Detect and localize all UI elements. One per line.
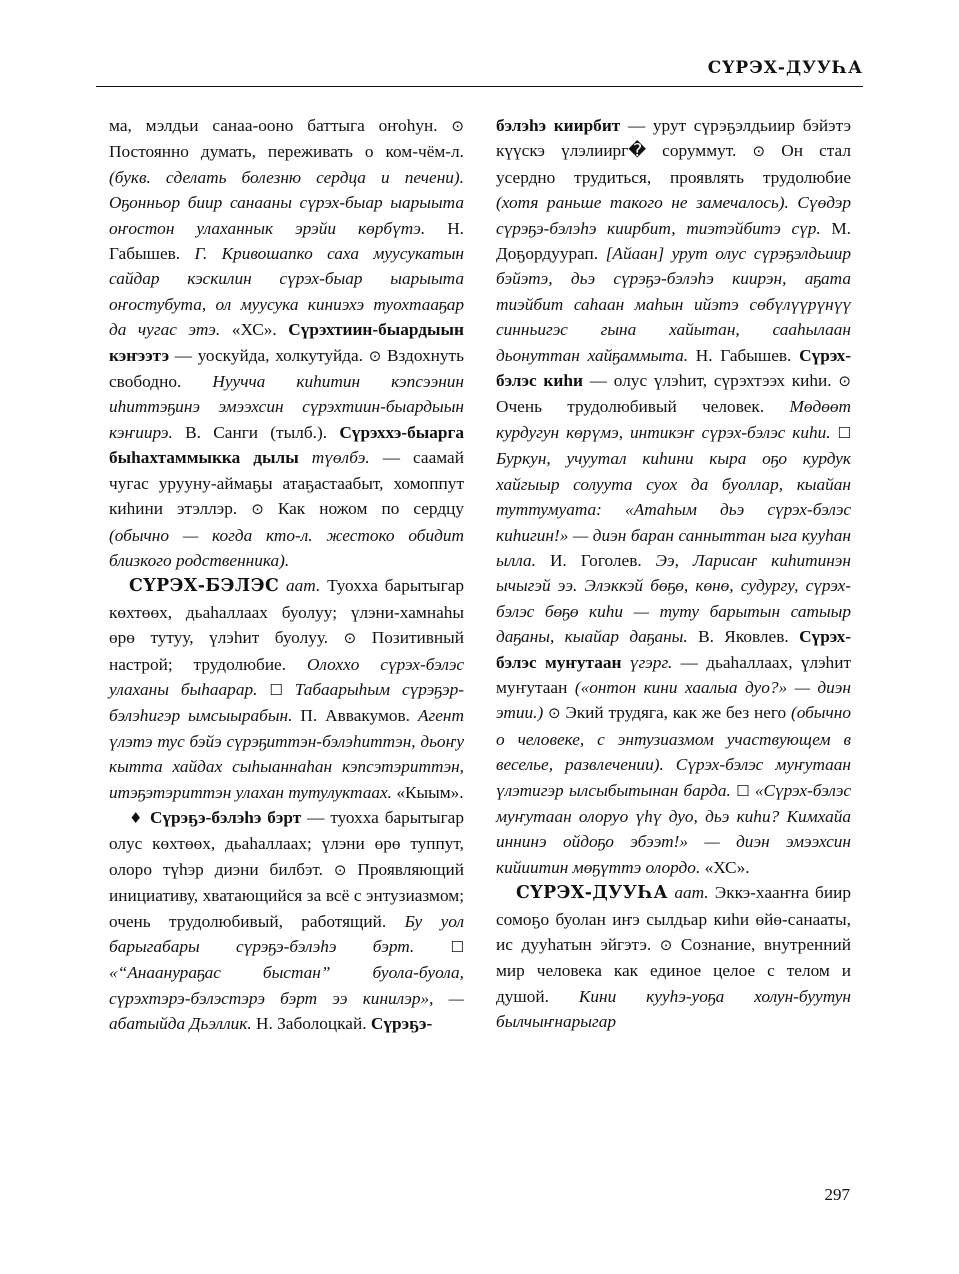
phrase-headword: Сүрэҕэ-бэлэһэ бэрт xyxy=(149,807,302,827)
entry xyxy=(109,805,464,1037)
translation: Экий трудяга, как же без него xyxy=(565,703,787,723)
right-column xyxy=(496,113,851,1035)
gloss: (букв. сделать болезню сердца и печени). xyxy=(109,167,464,187)
example: Нууччa киһитин кэпсээнин иһиттэҕинэ эмээхсин сүрэхтиин-быардыын кэҥиирэ. xyxy=(109,372,464,442)
definition: — олус үлэһит, сүрэхтээх киһи. xyxy=(589,371,832,391)
translation: Сознание, внутренний мир человека как единое целое с телом и душой. xyxy=(496,935,851,1006)
translation: Позитивный настрой; трудолюбие. xyxy=(109,628,465,674)
phrase-headword: Сүрэххэ-быарга быһахтаммыкка дылы xyxy=(109,422,465,468)
phrase-headword: Сүрэхтиин-быардыын кэҥээтэ xyxy=(109,320,464,365)
example: Олохxo сүрэх-бэлэс улаханы быһаарар. xyxy=(109,654,464,699)
translation: Проявляющий инициативу, хватающийся за всё с энтузиазмом; очень трудолюбивый, работящий. xyxy=(109,859,465,931)
source: П. Аввакумов. xyxy=(300,706,411,726)
example: Ээ, Ларисаҥ киһитинэн ычыгэй ээ. Элэккэй бөҕө, көнө, судургу, сүрэх-бэлэс бөҕө киһи — туту барытын сатыыр даҕаны, кыайар даҕаны. xyxy=(496,550,851,647)
circle-dot-icon: ⊙ xyxy=(548,704,561,723)
text: ма, мэлдьи санаа-ооно баттыга оҥоһун. xyxy=(109,116,438,135)
part-of-speech: аат. xyxy=(674,883,709,903)
definition: — туохха барытыгар олус көхтөөх, дьаһаллаах; үлэни өрө туппут, олоро түһэр диэни билбэт. xyxy=(109,807,464,879)
headword: СҮРЭХ-БЭЛЭС xyxy=(129,576,280,597)
example: Агент үлэтэ тус бэйэ сүрэҕиттэн-бэлэһиттэн, дьоҥу кытта хайдах сыһыаннаһан кэпсэтэриттэн, итэҕэтэриттэн улахан тутулуктаах. xyxy=(109,706,464,802)
example: Бу уол барыгабары сүрэҕэ-бэлэһэ бэрт. xyxy=(109,911,464,956)
definition: Эккэ-хааҥҥа биир сомоҕо буолан иҥэ сылдьар киһи өйө-санааты, ис дууһатын эйгэтэ. xyxy=(496,883,851,954)
example: «Сүрэх-бэлэс муҥутаан олоруо үһү дуо, дьэ киһи? Кимхайа иннинэ ойдоҕо эбээт!» — диэн эмээхсин кийиитин мөҕүттэ олордо. xyxy=(496,780,851,877)
translation: Он стал усердно трудиться, проявлять трудолюбие xyxy=(496,141,851,187)
example: Оҕонньор биир санааны сүрэх-быар ыарыыта оҥостон улаханнык эрэйи көрбүтэ. xyxy=(109,193,464,238)
source: «ХС». xyxy=(704,857,750,877)
circle-dot-icon: ⊙ xyxy=(752,142,766,161)
gloss: (хотя раньше такого не замечалось). xyxy=(496,193,789,213)
running-head: СҮРЭХ-ДУУҺА xyxy=(707,58,863,78)
translation: Очень трудолюбивый человек. xyxy=(496,397,765,417)
gloss: (обычно о человеке, с энтузиазмом участвующем в веселье, развлечении). xyxy=(496,703,851,775)
source: В. Санги (тылб.). xyxy=(185,422,328,442)
definition: Туохха барытыгар көхтөөх, дьаһаллаах буолуу; үлэни-хамнаһы өрө тутуу, үлэһит буолуу. xyxy=(109,576,465,648)
phrase-headword: Сүрэх-бэлэс муҥутаан xyxy=(496,627,851,672)
source: Н. Заболоцкай. xyxy=(256,1014,367,1034)
circle-dot-icon: ⊙ xyxy=(251,500,264,519)
square-box-icon: ☐ xyxy=(450,938,464,956)
source: «ХС». xyxy=(231,320,277,340)
example: Табаарыһым сүрэҕэр-бэлэһигэр ымсыырабын. xyxy=(109,679,464,726)
gloss: (обычно — когда кто-л. жестоко обидит близкого родственника). xyxy=(109,525,464,570)
circle-dot-icon: ⊙ xyxy=(333,860,347,879)
example: Кини кууһэ-уоҕа холун-буутун былчыҥнарыгар xyxy=(496,986,851,1032)
diamond-icon: ♦ xyxy=(129,808,145,827)
source: «Кыым». xyxy=(396,782,464,802)
definition: — саамай чугас урууну-аймаҕы атаҕастаабыт, хомоппут киһини этэллэр. xyxy=(109,448,464,519)
entry xyxy=(109,573,464,805)
phrase-headword: Сүрэҕэ- xyxy=(370,1014,433,1034)
example: Г. Кривошапко саха муусукатын сайдар кэскилин сүрэх-быар ыарыыта оҥостубута, ол муусука киниэхэ туохтааҕар да чугас этэ. xyxy=(109,244,464,340)
label: түөлбэ. xyxy=(311,448,370,468)
translation: Вздохнуть свободно. xyxy=(109,345,464,392)
translation: Постоянно думать, переживать о ком-чём-л. xyxy=(109,142,464,162)
phrase-headword: Сүрэх-бэлэс киһи xyxy=(496,345,852,391)
source: В. Яковлев. xyxy=(698,627,789,647)
entry-continuation xyxy=(496,113,851,880)
circle-dot-icon: ⊙ xyxy=(368,346,382,365)
square-box-icon: ☐ xyxy=(736,781,750,800)
part-of-speech: аат. xyxy=(286,576,321,596)
circle-dot-icon: ⊙ xyxy=(343,629,357,648)
label: үгэрг. xyxy=(629,652,673,672)
definition: — урут сүрэҕэлдьиир бэйэтэ күүскэ үлэлиирг� соруммут. xyxy=(496,116,851,161)
translation: Как ножом по сердцу xyxy=(277,499,465,519)
square-box-icon: ☐ xyxy=(837,423,851,442)
source: И. Гоголев. xyxy=(549,550,642,570)
definition: — дьаһаллаах, үлэһит муҥутаан xyxy=(496,652,852,697)
example: Сүрэх-бэлэс муҥутаан үлэтигэр ылсыбытынан барда. xyxy=(496,755,851,800)
source: М. Доҕордуурап. xyxy=(496,218,851,264)
example: — абатыйда Дьэллик. xyxy=(109,988,464,1034)
circle-dot-icon: ⊙ xyxy=(659,936,673,954)
headword: СҮРЭХ-ДУУҺА xyxy=(516,883,669,904)
square-box-icon: ☐ xyxy=(269,680,283,699)
entry-continuation xyxy=(109,113,464,573)
example: Мөдөөт курдугун көрүмэ, интикэҥ сүрэх-бэлэс киһи. xyxy=(496,397,851,442)
source: Н. Габышев. xyxy=(109,218,464,264)
circle-dot-icon: ⊙ xyxy=(838,372,851,391)
left-column xyxy=(109,113,464,1037)
definition: — уоскуйда, холкутуйда. xyxy=(174,345,363,365)
example: «“Анаанураҕас быстан” буола-буола, сүрэхтэрэ-бэлэстэрэ бэрт ээ кинилэр», xyxy=(109,963,464,1008)
phrase-headword: бэлэһэ киирбит xyxy=(496,116,621,135)
header-rule xyxy=(96,86,863,87)
entry xyxy=(496,880,851,1034)
example: Буркун, учуутал киһини кыра оҕо курдук хайгыыр солуута суох да буоллар, кыайан туттумуата: «Атаһым дьэ сүрэх-бэлэс киһигин!» — диэн баран санныттан ыга кууһан ылла. xyxy=(496,449,851,570)
example: Сүөдэр сүрэҕэ-бэлэһэ киирбит, тиэтэйбитэ сүр. xyxy=(496,193,851,238)
gloss: («онтон кини хаалыа дуо?» — диэн этии.) xyxy=(496,677,851,723)
example: [Айаан] урут олус сүрэҕэлдьиир бэйэтэ, дьэ сүрэҕэ-бэлэһэ киирэн, аҕата тиэйбит саһаан маһын ийэтэ сөбүлүүрүнүү синньигэс гына хайытан, сааһылаан дьонуттан хайҕаммыта. xyxy=(496,244,851,365)
circle-dot-icon: ⊙ xyxy=(451,117,464,135)
page-number: 297 xyxy=(824,1185,850,1204)
source: Н. Габышев. xyxy=(695,345,792,365)
